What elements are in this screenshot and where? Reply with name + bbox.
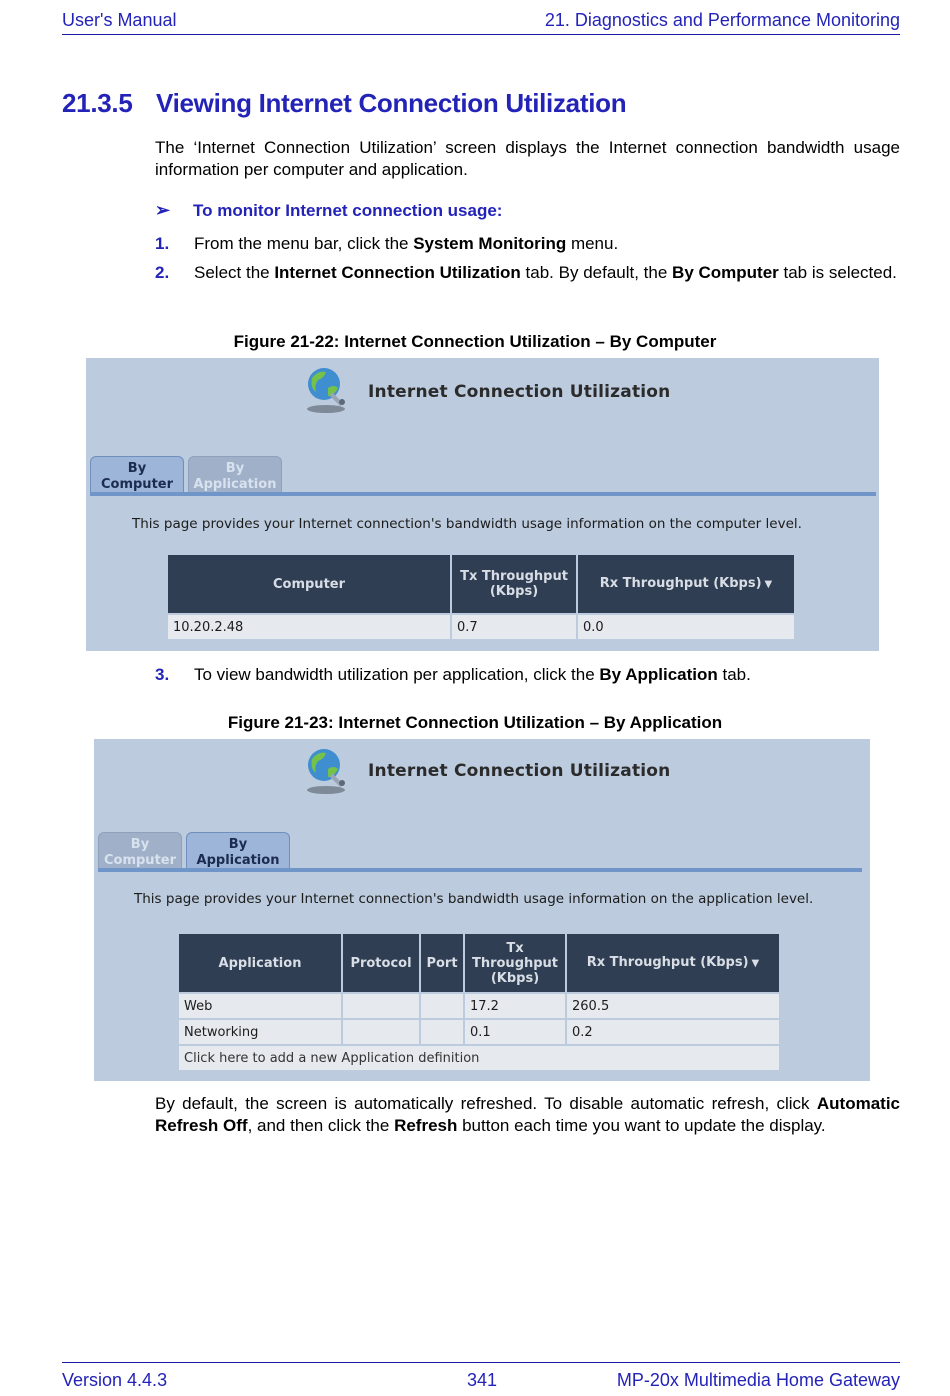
- application-usage-table: [177, 932, 781, 1072]
- column-header[interactable]: Port: [420, 933, 464, 993]
- intro-paragraph: The ‘Internet Connection Utilization’ screen displays the Internet connection bandwidth usage information per computer and application.: [155, 138, 900, 179]
- cell: 0.2: [566, 1019, 780, 1045]
- page-footer: [62, 1362, 900, 1393]
- screen-title: Internet Connection Utilization: [368, 382, 671, 402]
- tab-by-computer[interactable]: By Computer: [90, 456, 184, 494]
- sort-desc-icon: ▼: [751, 958, 760, 969]
- section-heading: [62, 88, 626, 119]
- cell: 10.20.2.48: [167, 614, 451, 640]
- screen-title: Internet Connection Utilization: [368, 761, 671, 781]
- procedure-title-text: To monitor Internet connection usage:: [193, 201, 503, 220]
- step-text: Select the Internet Connection Utilization tab. By default, the By Computer tab is selected.: [194, 263, 897, 282]
- page-number: 341: [467, 1370, 498, 1390]
- header-left: User's Manual: [62, 10, 177, 30]
- procedure-title: [155, 200, 502, 221]
- cell: 17.2: [464, 993, 566, 1019]
- page-header: [62, 8, 900, 35]
- column-header[interactable]: Tx Throughput (Kbps): [451, 554, 577, 614]
- table-row[interactable]: [178, 1019, 780, 1045]
- step-number: 1.: [155, 234, 170, 253]
- cell: 0.7: [451, 614, 577, 640]
- figure-2-caption: Figure 21-23: Internet Connection Utilization – By Application: [227, 713, 723, 732]
- page-description: This page provides your Internet connection's bandwidth usage information on the application level.: [134, 891, 814, 907]
- column-header[interactable]: Computer: [167, 554, 451, 614]
- cell: [342, 1019, 420, 1045]
- footer-product: MP-20x Multimedia Home Gateway: [616, 1370, 900, 1390]
- figure-1-screenshot: [86, 358, 879, 651]
- step-number: 3.: [155, 665, 170, 684]
- table-row: [167, 614, 795, 640]
- globe-icon: [304, 364, 350, 414]
- step-1: [155, 233, 900, 255]
- step-text: To view bandwidth utilization per application, click the By Application tab.: [194, 665, 751, 684]
- table-row[interactable]: [178, 993, 780, 1019]
- section-title: Viewing Internet Connection Utilization: [156, 88, 627, 118]
- computer-usage-table: [166, 553, 796, 641]
- column-header[interactable]: Application: [178, 933, 342, 993]
- section-number: 21.3.5: [62, 88, 133, 118]
- footer-version: Version 4.4.3: [62, 1370, 168, 1390]
- tab-by-application[interactable]: By Application: [186, 832, 290, 870]
- arrow-bullet-icon: ➢: [155, 200, 171, 220]
- globe-icon: [304, 745, 350, 795]
- page-description: This page provides your Internet connection's bandwidth usage information on the computer level.: [132, 516, 802, 532]
- add-application-link[interactable]: Click here to add a new Application definition: [178, 1045, 780, 1071]
- cell: 0.1: [464, 1019, 566, 1045]
- step-text: From the menu bar, click the System Monitoring menu.: [194, 234, 619, 253]
- column-header[interactable]: Protocol: [342, 933, 420, 993]
- step-2: [155, 262, 900, 284]
- tab-by-computer[interactable]: By Computer: [98, 832, 182, 870]
- figure-1-caption: Figure 21-22: Internet Connection Utilization – By Computer: [233, 332, 717, 351]
- closing-paragraph: By default, the screen is automatically refreshed. To disable automatic refresh, click Automatic Refresh Off, and then click the Refresh button each time you want to update the display.: [155, 1094, 900, 1135]
- step-3: [155, 664, 900, 686]
- cell: [342, 993, 420, 1019]
- tab-underline: [90, 492, 876, 496]
- cell: 0.0: [577, 614, 795, 640]
- column-header-sorted[interactable]: Rx Throughput (Kbps) ▼: [566, 933, 780, 993]
- figure-2-screenshot: [94, 739, 870, 1081]
- cell: [420, 993, 464, 1019]
- cell: Networking: [178, 1019, 342, 1045]
- tab-underline: [98, 868, 862, 872]
- step-number: 2.: [155, 263, 170, 282]
- cell: [420, 1019, 464, 1045]
- sort-desc-icon: ▼: [764, 579, 773, 590]
- header-right: 21. Diagnostics and Performance Monitoring: [544, 10, 900, 30]
- cell: 260.5: [566, 993, 780, 1019]
- column-header-sorted[interactable]: Rx Throughput (Kbps) ▼: [577, 554, 795, 614]
- tab-by-application[interactable]: By Application: [188, 456, 282, 494]
- column-header[interactable]: Tx Throughput (Kbps): [464, 933, 566, 993]
- cell: Web: [178, 993, 342, 1019]
